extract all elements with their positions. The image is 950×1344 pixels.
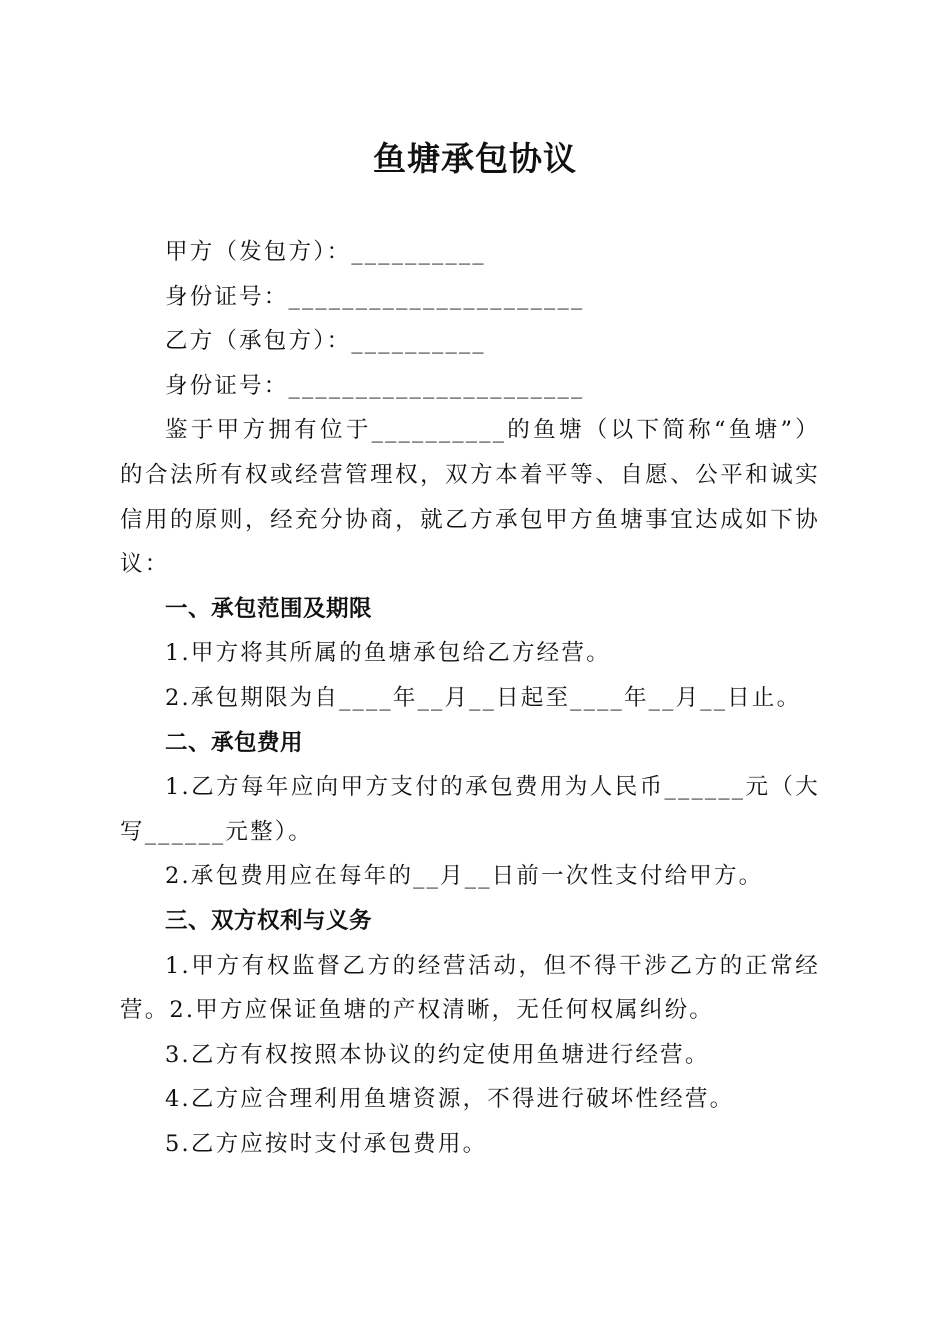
- section-3-item-3: 3.乙方有权按照本协议的约定使用鱼塘进行经营。: [165, 1041, 710, 1068]
- section-3-item-5: 5.乙方应按时支付承包费用。: [165, 1130, 488, 1157]
- section-heading-rights: 三、双方权利与义务: [165, 907, 373, 934]
- document-body: [120, 230, 820, 1166]
- preamble-paragraph: 鉴于甲方拥有位于__________的鱼塘（以下简称“鱼塘”）的合法所有权或经营管理权，双方本着平等、自愿、公平和诚实信用的原则，经充分协商，就乙方承包甲方鱼塘事宜达成如下协议：: [120, 417, 820, 578]
- party-a-line: 甲方（发包方）：__________: [165, 239, 486, 265]
- party-b-line: 乙方（承包方）：__________: [165, 328, 486, 355]
- section-1-item-1: 1.甲方将其所属的鱼塘承包给乙方经营。: [165, 640, 611, 667]
- section-heading-fees: 二、承包费用: [165, 729, 304, 756]
- section-2-item-1: 1.乙方每年应向甲方支付的承包费用为人民币______元（大写______元整）。: [120, 774, 820, 845]
- section-3-item-1: 1.甲方有权监督乙方的经营活动，但不得干涉乙方的正常经营。2.甲方应保证鱼塘的产权清晰，无任何权属纠纷。: [120, 952, 820, 1024]
- document-title: 鱼塘承包协议: [373, 139, 577, 178]
- party-a-id-line: 身份证号：______________________: [165, 283, 585, 310]
- section-1-item-2: 2.承包期限为自____年__月__日起至____年__月__日止。: [165, 684, 802, 711]
- section-3-item-4: 4.乙方应合理利用鱼塘资源，不得进行破坏性经营。: [165, 1086, 735, 1113]
- section-2-item-2: 2.承包费用应在每年的__月__日前一次性支付给甲方。: [165, 863, 764, 890]
- party-b-id-line: 身份证号：______________________: [165, 372, 585, 399]
- section-heading-scope: 一、承包范围及期限: [165, 595, 373, 622]
